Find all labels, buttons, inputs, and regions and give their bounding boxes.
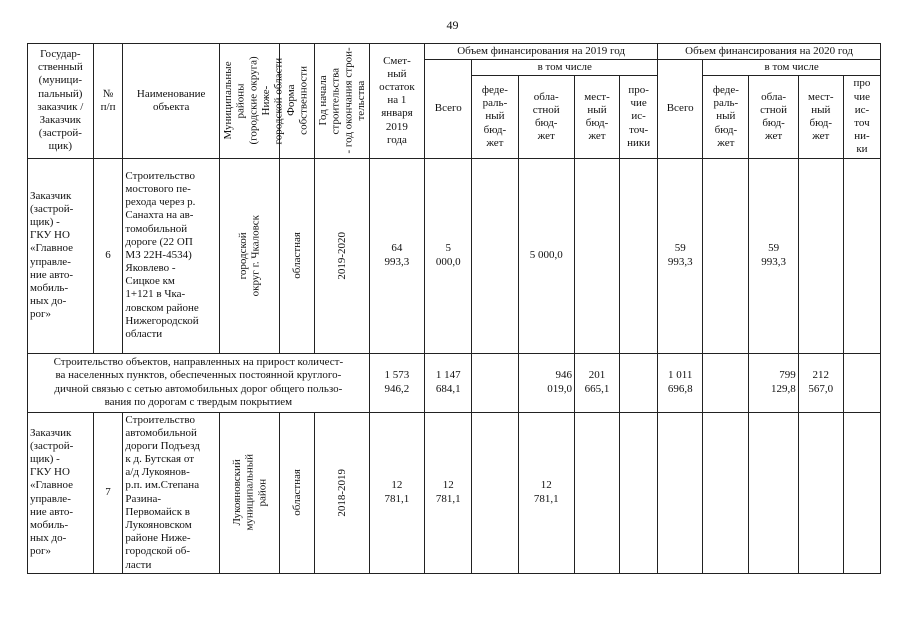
- cell-other-2020: [843, 158, 880, 353]
- summary-federal-2019: [472, 353, 518, 412]
- cell-regional-2019: 5 000,0: [518, 158, 574, 353]
- header-total-2020: Всего: [658, 60, 703, 158]
- cell-local-2020: [798, 412, 843, 573]
- header-local-2020: мест- ный бюд- жет: [798, 76, 843, 158]
- cell-regional-2020: [749, 412, 798, 573]
- cell-regional-2019: 12 781,1: [518, 412, 574, 573]
- header-years: Год начала строительства - год окончания строи- тельства: [315, 44, 369, 159]
- cell-customer: Заказчик (застрой- щик) - ГКУ НО «Главное управле- ние авто- мобиль- ных до- рог»: [28, 412, 94, 573]
- summary-other-2019: [620, 353, 658, 412]
- cell-ownership: областная: [280, 158, 315, 353]
- table-row: [28, 158, 881, 353]
- header-financing-2019: Объем финансирования на 2019 год: [425, 44, 658, 60]
- cell-local-2019: [574, 158, 619, 353]
- cell-years: 2018-2019: [315, 412, 369, 573]
- table-row: [28, 412, 881, 573]
- cell-district: Лукояновский муниципальный район: [219, 412, 280, 573]
- cell-federal-2020: [703, 158, 749, 353]
- summary-local-2019: 201 665,1: [574, 353, 619, 412]
- header-object-name: Наименование объекта: [123, 44, 219, 159]
- cell-ownership: областная: [280, 412, 315, 573]
- summary-total-2019: 1 147 684,1: [425, 353, 472, 412]
- cell-total-2019: 12 781,1: [425, 412, 472, 573]
- cell-federal-2019: [472, 158, 518, 353]
- header-federal-2020: феде- раль- ный бюд- жет: [703, 76, 749, 158]
- header-financing-2020: Объем финансирования на 2020 год: [658, 44, 881, 60]
- header-federal-2019: феде- раль- ный бюд- жет: [472, 76, 518, 158]
- cell-number: 6: [93, 158, 123, 353]
- header-regional-2019: обла- стной бюд- жет: [518, 76, 574, 158]
- header-other-2019: про- чие ис- точ- ники: [620, 76, 658, 158]
- header-other-2020: про чие ис- точ ни- ки: [843, 76, 880, 158]
- header-total-2019: Всего: [425, 60, 472, 158]
- header-ownership: Форма собственности: [280, 44, 315, 159]
- cell-other-2019: [620, 412, 658, 573]
- header-row-1: [28, 44, 881, 60]
- summary-balance: 1 573 946,2: [369, 353, 424, 412]
- header-including-2019: в том числе: [472, 60, 658, 76]
- cell-local-2020: [798, 158, 843, 353]
- cell-object: Строительство мостового пе- рехода через р. Санахта на ав- томобильной дороге (22 ОП МЗ 22Н-4534) Яковлево - Сицкое км 1+121 в Чка- ловском районе Нижегородской области: [123, 158, 219, 353]
- summary-other-2020: [843, 353, 880, 412]
- header-local-2019: мест- ный бюд- жет: [574, 76, 619, 158]
- cell-years: 2019-2020: [315, 158, 369, 353]
- cell-local-2019: [574, 412, 619, 573]
- cell-balance: 12 781,1: [369, 412, 424, 573]
- cell-customer: Заказчик (застрой- щик) - ГКУ НО «Главное управле- ние авто- мобиль- ных до- рог»: [28, 158, 94, 353]
- cell-balance: 64 993,3: [369, 158, 424, 353]
- summary-row: [28, 353, 881, 412]
- page-number: 49: [446, 18, 459, 32]
- financing-table: [27, 43, 881, 574]
- cell-regional-2020: 59 993,3: [749, 158, 798, 353]
- header-number: № п/п: [93, 44, 123, 159]
- cell-federal-2020: [703, 412, 749, 573]
- cell-district: городской округ г. Чкаловск: [219, 158, 280, 353]
- cell-total-2019: 5 000,0: [425, 158, 472, 353]
- header-customer: Государ- ственный (муници- пальный) заказчик / Заказчик (застрой- щик): [28, 44, 94, 159]
- header-including-2020: в том числе: [703, 60, 881, 76]
- summary-label: Строительство объектов, направленных на прирост количест- ва населенных пунктов, обеспеченных постоянной круглого- дичной связью с сетью автомобильных дорог общего пользо- вания по дорогам с твердым покрытием: [28, 353, 370, 412]
- summary-federal-2020: [703, 353, 749, 412]
- cell-object: Строительство автомобильной дороги Подъезд к д. Бутская от а/д Лукоянов- р.п. им.Степана Разина- Первомайск в Лукояновском районе Ниже- городской об- ласти: [123, 412, 219, 573]
- summary-regional-2019: 946 019,0: [518, 353, 574, 412]
- summary-regional-2020: 799 129,8: [749, 353, 798, 412]
- header-regional-2020: обла- стной бюд- жет: [749, 76, 798, 158]
- cell-other-2019: [620, 158, 658, 353]
- header-districts: Муниципальные районы (городские округа) Ниже- городской области: [219, 44, 280, 159]
- cell-other-2020: [843, 412, 880, 573]
- cell-number: 7: [93, 412, 123, 573]
- cell-total-2020: 59 993,3: [658, 158, 703, 353]
- cell-federal-2019: [472, 412, 518, 573]
- cell-total-2020: [658, 412, 703, 573]
- summary-total-2020: 1 011 696,8: [658, 353, 703, 412]
- summary-local-2020: 212 567,0: [798, 353, 843, 412]
- header-balance: Смет- ный остаток на 1 января 2019 года: [369, 44, 424, 159]
